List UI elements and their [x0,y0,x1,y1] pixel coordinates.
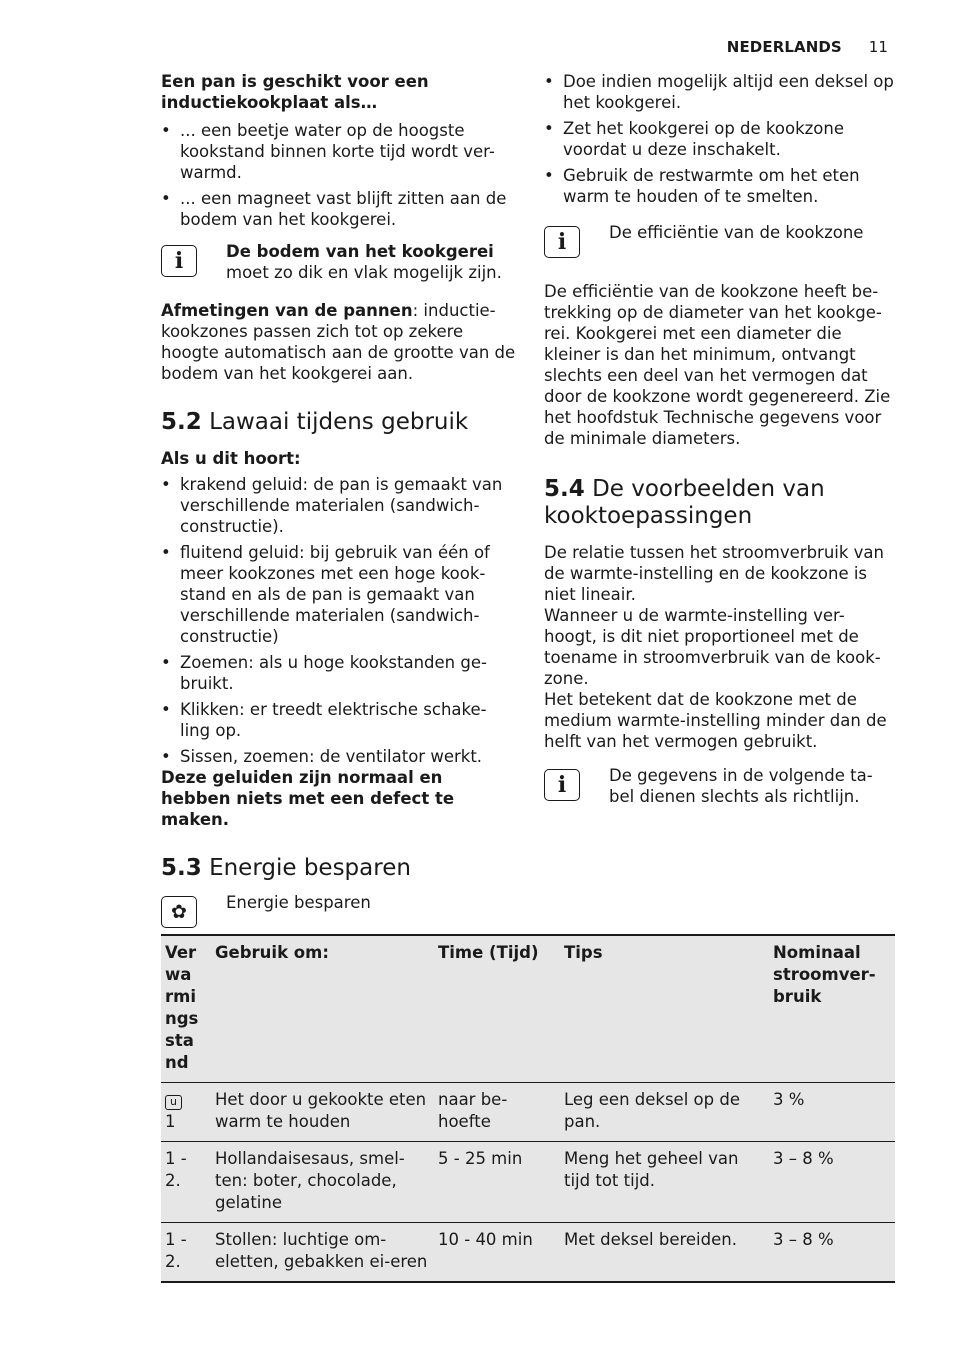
section-title: Lawaai tijdens gebruik [209,409,469,435]
header-tips: Tips [564,943,603,962]
list-item: • Gebruik de restwarmte om het eten warm te houden of te smelten. [544,165,896,207]
setting-value: 1 [165,1112,176,1131]
info-note-bottom [161,241,516,285]
energy-text: Energie besparen [226,893,371,912]
header-language: NEDERLANDS [726,38,842,56]
info-icon: i [161,245,197,277]
cell-time: 10 - 40 min [438,1230,533,1249]
list-item: • Zoemen: als u hoge kookstanden ge-bruikt. [161,652,516,694]
intro-list [161,120,516,230]
keep-warm-icon: u [165,1095,182,1110]
cell-time: 5 - 25 min [438,1149,523,1168]
noise-subheading: Als u dit hoort: [161,449,301,468]
relation-paragraph: De relatie tussen het stroomverbruik van de warmte-instelling en de kookzone is niet lineair. [544,543,884,604]
right-column [544,71,896,809]
table-header-row [161,936,895,1082]
cell-use: Stollen: luchtige om-eletten, gebakken ei-eren [215,1230,428,1271]
cell-power: 3 % [773,1090,805,1109]
efficiency-note-text: De efficiëntie van de kookzone [609,223,864,242]
increase-paragraph: Wanneer u de warmte-instelling ver-hoogt, is dit niet proportioneel met de toename in stroomverbruik van de kook-zone. [544,606,881,688]
list-item: • ... een magneet vast blijft zitten aan de bodem van het kookgerei. [161,188,516,230]
intro-heading: Een pan is geschikt voor een inductiekookplaat als… [161,72,429,112]
list-item: • Sissen, zoemen: de ventilator werkt. [161,746,516,767]
cell-time: naar be-hoefte [438,1090,508,1131]
table-note [544,765,896,809]
header-use: Gebruik om: [215,943,329,962]
dims-text: : inductie-kookzones passen zich tot op zekere hoogte automatisch aan de grootte van de bodem van het kookgerei aan. [161,301,516,383]
cell-setting [161,1083,211,1141]
table-row [161,1141,895,1222]
cooking-table [161,934,895,1283]
cell-setting: 1 - 2. [165,1230,187,1271]
left-column [161,71,516,936]
noise-note: Deze geluiden zijn normaal en hebben niets met een defect te maken. [161,768,455,829]
section-number: 5.2 [161,409,202,435]
table-row [161,1082,895,1141]
page-header [727,38,888,56]
section-5-4-heading [544,476,896,530]
section-5-2-heading [161,409,516,436]
noise-list [161,474,516,767]
section-title: De voorbeelden van kooktoepassingen [544,476,825,529]
section-number: 5.4 [544,476,585,502]
header-power: Nominaal stroomver-bruik [773,943,876,1006]
cell-use: Het door u gekookte eten warm te houden [215,1090,427,1131]
cell-tips: Met deksel bereiden. [564,1230,737,1249]
list-item: • fluitend geluid: bij gebruik van één of meer kookzones met een hoge kook-stand en als de pan is gemaakt van verschillende materialen (sandwich-constructie) [161,542,516,647]
section-5-3-heading [161,855,516,882]
dims-bold: Afmetingen van de pannen [161,301,413,320]
info-bold: De bodem van het kookgerei [226,242,494,261]
list-item: • ... een beetje water op de hoogste kookstand binnen korte tijd wordt ver-warmd. [161,120,516,183]
cell-tips: Leg een deksel op de pan. [564,1090,740,1131]
cell-use: Hollandaisesaus, smel-ten: boter, chocolade, gelatine [215,1149,405,1212]
table-note-text: De gegevens in de volgende ta-bel dienen slechts als richtlijn. [609,766,873,806]
list-item: • Klikken: er treedt elektrische schake-ling op. [161,699,516,741]
header-time: Time (Tijd) [438,943,539,962]
header-setting: Ver wa rmi ngs sta nd [165,943,199,1072]
info-text: moet zo dik en vlak mogelijk zijn. [226,263,502,282]
section-title: Energie besparen [209,855,411,881]
efficiency-paragraph: De efficiëntie van de kookzone heeft be-trekking op de diameter van het kookge-rei. Kookgerei met een diameter die kleiner is dan het minimum, ontvangt slechts een deel van het vermogen dat door de kookzone wordt gegenereerd. Zie het hoofdstuk Technische gegevens voor de minimale diameters. [544,282,891,448]
efficiency-note [544,222,896,276]
list-item: • Doe indien mogelijk altijd een deksel op het kookgerei. [544,71,896,113]
info-icon: i [544,769,580,801]
section-number: 5.3 [161,855,202,881]
list-item: • Zet het kookgerei op de kookzone voordat u deze inschakelt. [544,118,896,160]
tips-list [544,71,896,207]
cell-power: 3 – 8 % [773,1230,834,1249]
dims-paragraph [161,300,516,384]
cell-power: 3 – 8 % [773,1149,834,1168]
page-number: 11 [868,38,888,56]
cell-tips: Meng het geheel van tijd tot tijd. [564,1149,739,1190]
cell-setting: 1 - 2. [165,1149,187,1190]
medium-paragraph: Het betekent dat de kookzone met de medium warmte-instelling minder dan de helft van het vermogen gebruikt. [544,690,887,751]
table-row [161,1222,895,1281]
info-icon: i [544,226,580,258]
leaf-icon: ✿ [161,896,197,928]
list-item: • krakend geluid: de pan is gemaakt van verschillende materialen (sandwich-constructie). [161,474,516,537]
energy-note [161,892,516,936]
